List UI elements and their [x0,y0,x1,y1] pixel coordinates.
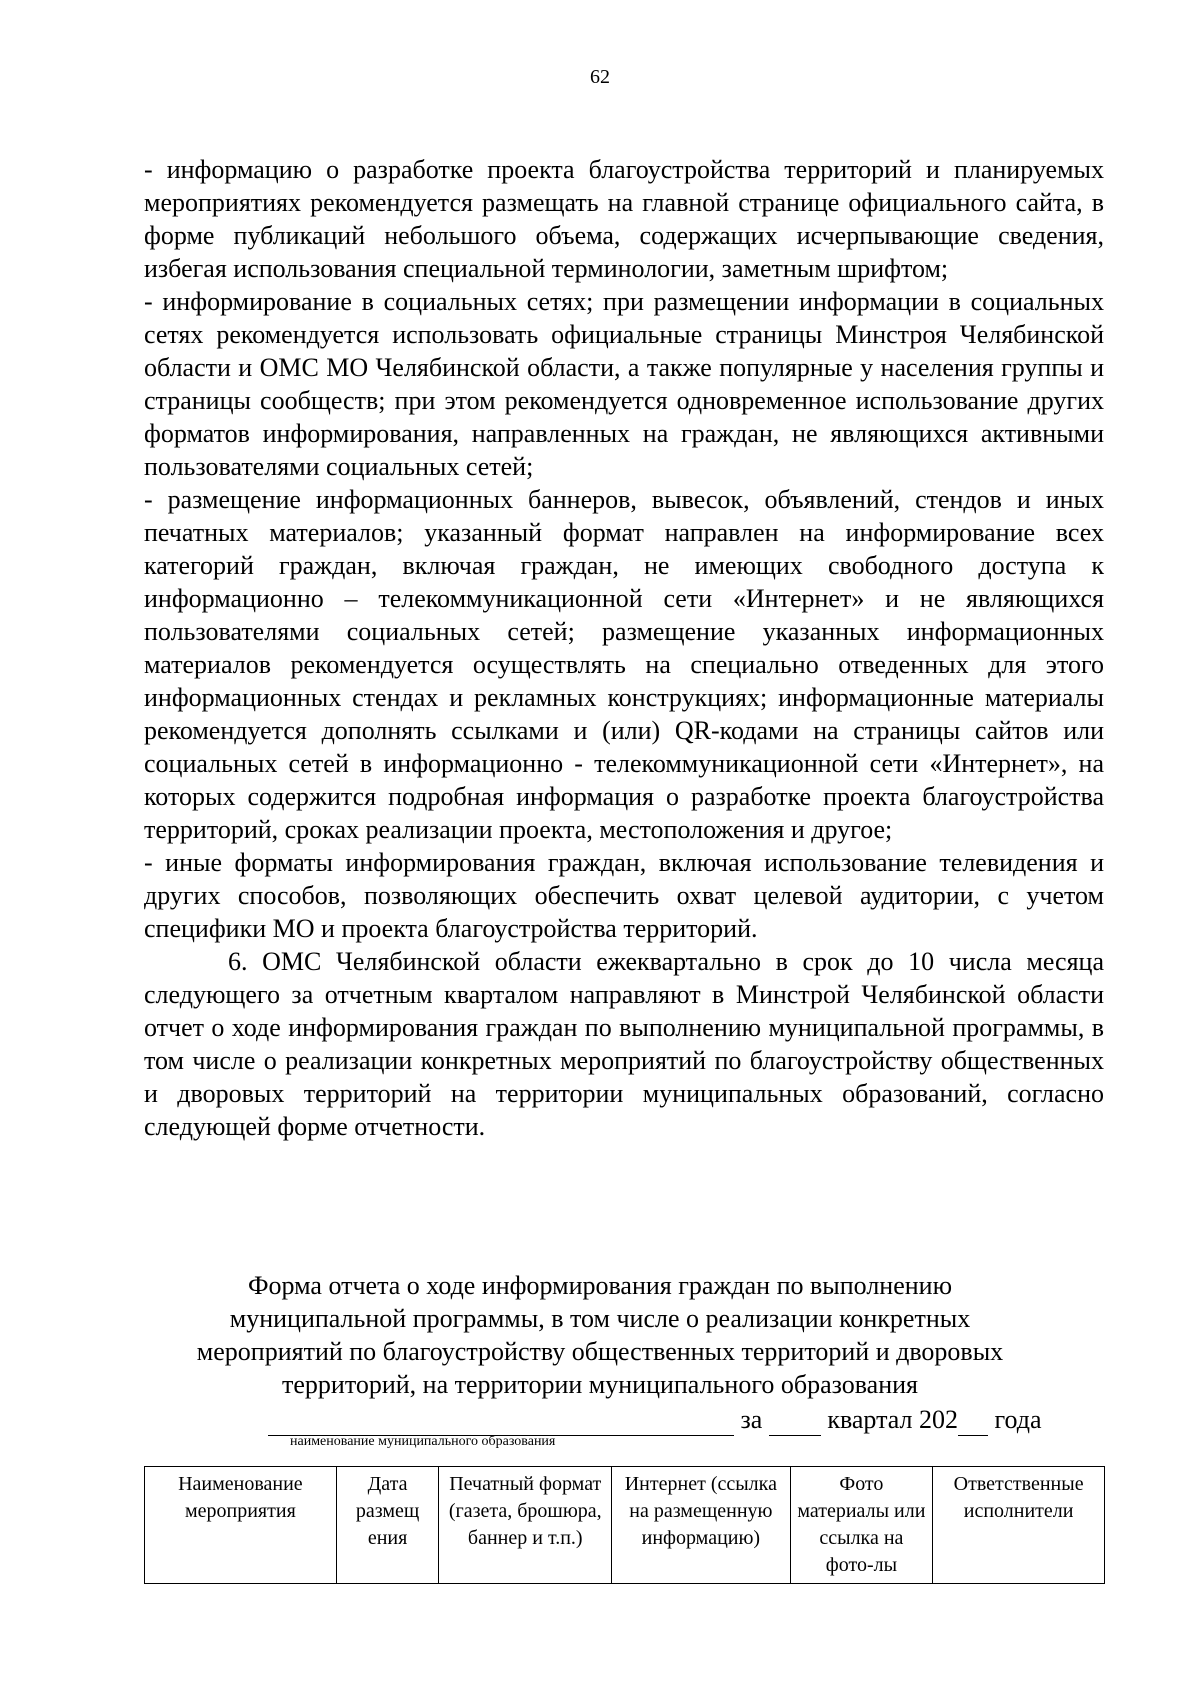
year-digit-blank [958,1408,988,1436]
header-event-name: Наименование мероприятия [145,1467,337,1584]
header-photo: Фото материалы или ссылка на фото-лы [790,1467,933,1584]
paragraph-social-networks: - информирование в социальных сетях; при размещении информации в социальных сетях рекомендуется использовать официальные страницы Минстроя Челябинской области и ОМС МО Челябинской области, а также популярные у населения группы и страницы сообществ; при этом рекомендуется одновременное использование других форматов информирования, направленных на граждан, не являющихся активными пользователями социальных сетей; [144,287,1104,481]
page-number: 62 [590,66,610,88]
form-title-line: муниципальной программы, в том числе о реализации конкретных [229,1304,971,1333]
municipality-name-blank [268,1408,734,1436]
form-title [150,1269,1050,1401]
header-responsible: Ответственные исполнители [933,1467,1105,1584]
year-label: года [994,1405,1042,1434]
form-title-line: мероприятий по благоустройству общественных территорий и дворовых [196,1337,1004,1366]
report-period-line [268,1403,1042,1436]
paragraph-other-formats: - иные форматы информирования граждан, включая использование телевидения и других способов, позволяющих обеспечить охват целевой аудитории, с учетом специфики МО и проекта благоустройства территорий. [144,848,1104,943]
body-text [144,153,1104,1143]
quarter-label: квартал 202 [827,1405,958,1434]
quarter-number-blank [769,1408,821,1436]
header-date: Дата размещ ения [336,1467,439,1584]
table-header-row [145,1467,1105,1584]
report-table [144,1466,1105,1584]
header-internet: Интернет (ссылка на размещенную информацию) [612,1467,790,1584]
for-label: за [740,1405,763,1434]
form-title-line: Форма отчета о ходе информирования граждан по выполнению [247,1271,953,1300]
header-print-format: Печатный формат (газета, брошюра, баннер и т.п.) [439,1467,612,1584]
paragraph-banners: - размещение информационных баннеров, вывесок, объявлений, стендов и иных печатных материалов; указанный формат направлен на информирование всех категорий граждан, включая граждан, не имеющих свободного доступа к информационно – телекоммуникационной сети «Интернет» и не являющихся пользователями социальных сетей; размещение указанных информационных материалов рекомендуется осуществлять на специально отведенных для этого информационных стендах и рекламных конструкциях; информационные материалы рекомендуется дополнять ссылками и (или) QR-кодами на страницы сайтов или социальных сетей в информационно - телекоммуникационной сети «Интернет», на которых содержится подробная информация о разработке проекта благоустройства территорий, сроках реализации проекта, местоположения и другое; [144,485,1104,844]
municipality-name-caption: наименование муниципального образования [290,1434,556,1449]
form-title-line: территорий, на территории муниципального образования [282,1370,918,1399]
paragraph-website-info: - информацию о разработке проекта благоустройства территорий и планируемых мероприятиях рекомендуется размещать на главной странице официального сайта, в форме публикаций небольшого объема, содержащих исчерпывающие сведения, избегая использования специальной терминологии, заметным шрифтом; [144,155,1104,283]
paragraph-item-6: 6. ОМС Челябинской области ежеквартально в срок до 10 числа месяца следующего за отчетным кварталом направляют в Минстрой Челябинской области отчет о ходе информирования граждан по выполнению муниципальной программы, в том числе о реализации конкретных мероприятий по благоустройству общественных и дворовых территорий на территории муниципальных образований, согласно следующей форме отчетности. [144,947,1104,1141]
